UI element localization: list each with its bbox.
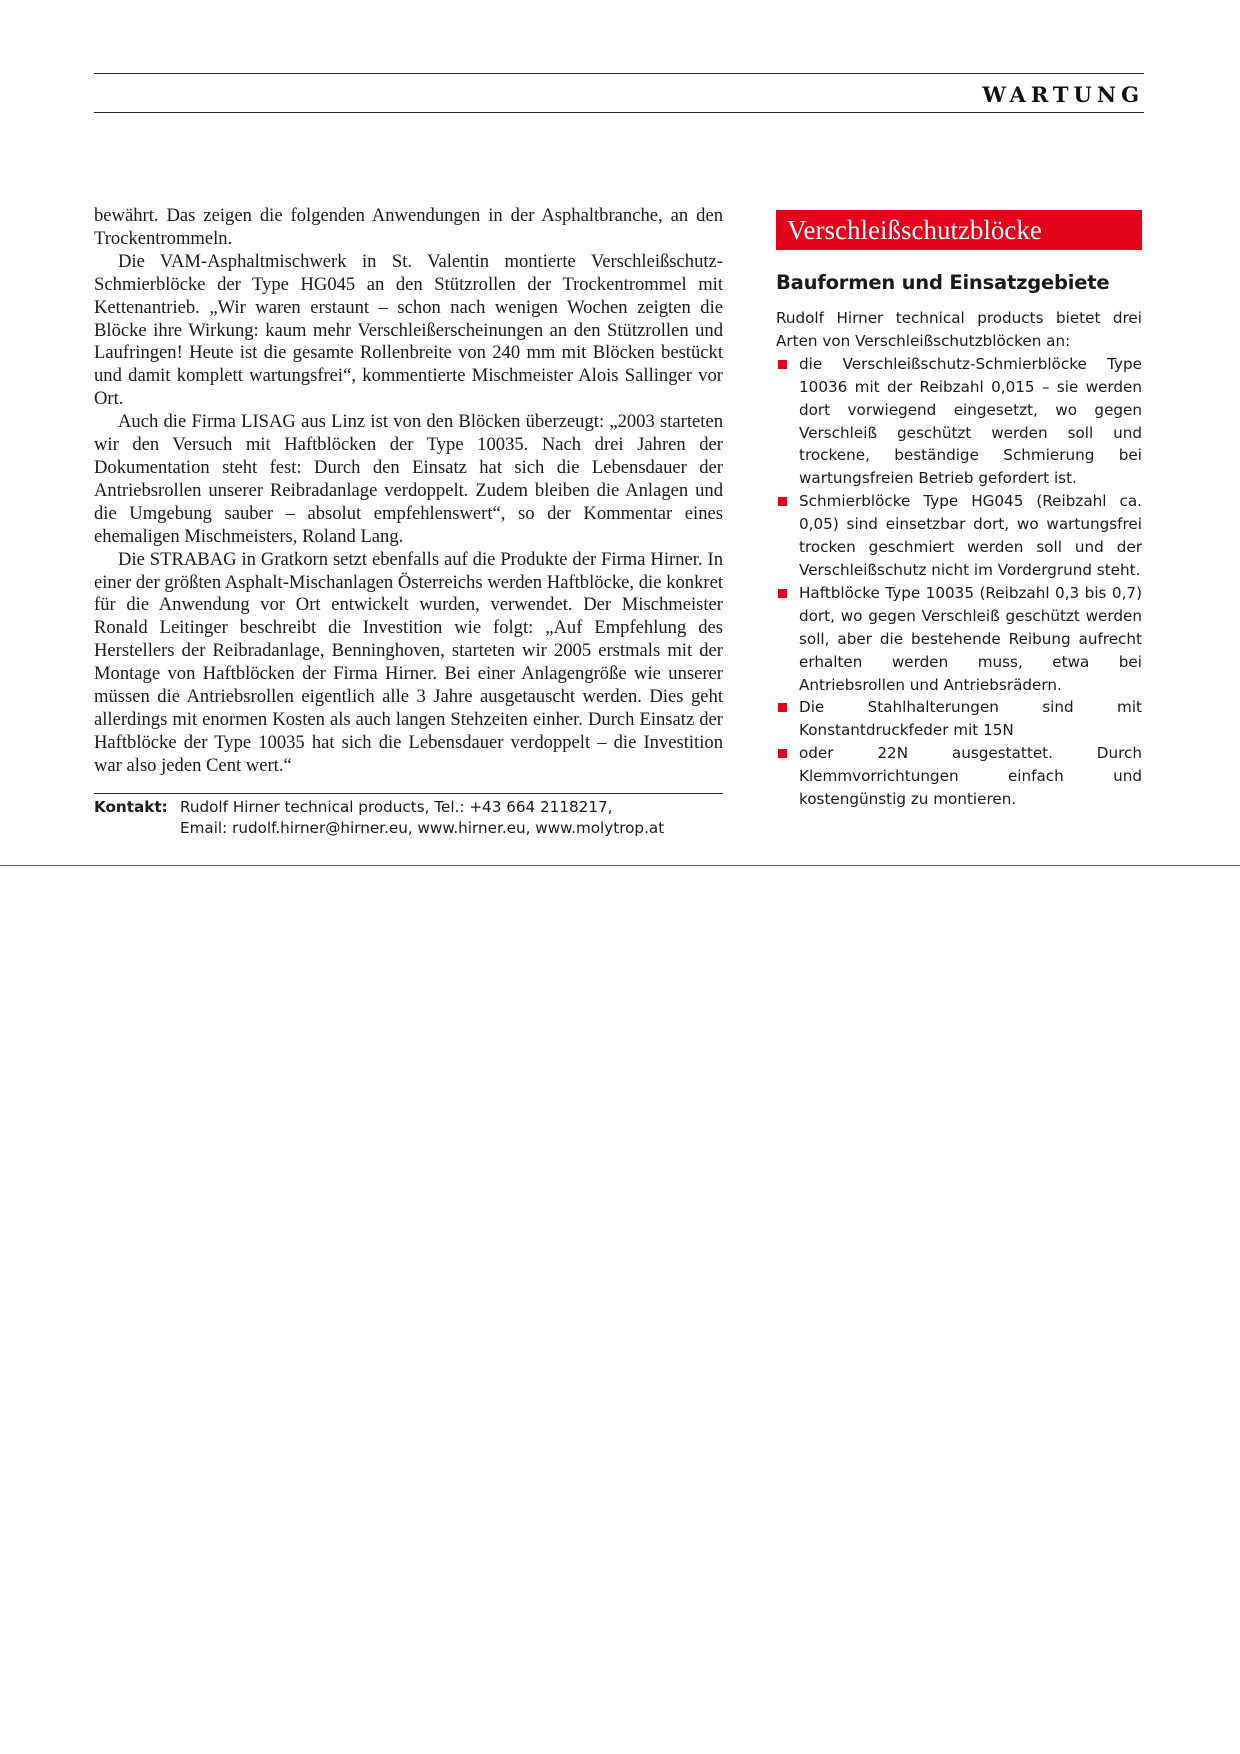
list-item xyxy=(776,582,1142,697)
contact-label: Kontakt: xyxy=(94,798,168,816)
sidebar-intro: Rudolf Hirner technical products bietet drei Arten von Verschleißschutzblöcken an: xyxy=(776,309,1142,350)
contact-row xyxy=(94,818,723,839)
contact-rule xyxy=(94,793,723,794)
sidebar-banner: Verschleißschutzblöcke xyxy=(776,210,1142,250)
square-bullet-icon xyxy=(778,749,787,758)
sidebar-list xyxy=(776,353,1142,811)
sidebar-heading: Bauformen und Einsatzgebiete xyxy=(776,271,1110,294)
list-item xyxy=(776,353,1142,490)
article-paragraph: bewährt. Das zeigen die folgenden Anwendungen in der Asphaltbranche, an den Trockentrommeln. xyxy=(94,205,723,249)
list-item xyxy=(776,490,1142,582)
list-item xyxy=(776,696,1142,742)
list-item-text: Schmierblöcke Type HG045 (Reibzahl ca. 0,05) sind einsetzbar dort, wo wartungsfrei trocken geschmiert werden soll und der Verschleißschutz nicht im Vordergrund steht. xyxy=(799,492,1142,579)
section-label: WARTUNG xyxy=(982,82,1144,107)
square-bullet-icon xyxy=(778,360,787,369)
contact-company: Rudolf Hirner technical products, Tel.: +43 664 2118217, xyxy=(180,798,613,816)
contact-spacer xyxy=(94,818,180,839)
list-item-text: die Verschleißschutz-Schmierblöcke Type 10036 mit der Reibzahl 0,015 – sie werden dort vorwiegend eingesetzt, wo gegen Verschleiß geschützt werden soll und trockene, beständige Schmierung bei wartungsfreien Betrieb gefordert ist. xyxy=(799,354,1142,488)
contact-links: Email: rudolf.hirner@hirner.eu, www.hirner.eu, www.molytrop.at xyxy=(180,819,665,837)
square-bullet-icon xyxy=(778,703,787,712)
article-paragraph: Auch die Firma LISAG aus Linz ist von den Blöcken überzeugt: „2003 starteten wir den Versuch mit Haftblöcken der Type 10035. Nach drei Jahren der Dokumentation steht fest: Durch den Einsatz hat sich die Lebensdauer der Antriebsrollen unserer Reibradanlage verdoppelt. Zudem bleiben die Anlagen und die Umgebung sauber – absolut empfehlenswert“, so der Kommentar eines ehemaligen Mischmeisters, Roland Lang. xyxy=(94,411,723,547)
header-top-rule xyxy=(94,73,1144,74)
page-bottom-rule xyxy=(0,865,1240,866)
contact-block xyxy=(94,797,723,839)
article-paragraph: Die VAM-Asphaltmischwerk in St. Valentin montierte Verschleißschutz-Schmierblöcke der Type HG045 an den Stützrollen der Trockentrommel mit Kettenantrieb. „Wir waren erstaunt – schon nach wenigen Wochen zeigten die Blöcke ihre Wirkung: kaum mehr Verschleißerscheinungen an den Stützrollen und Laufringen! Heute ist die gesamte Rollenbreite von 240 mm mit Blöcken bestückt und damit komplett wartungsfrei“, kommentierte Mischmeister Alois Sallinger vor Ort. xyxy=(94,250,723,410)
list-item-text: Haftblöcke Type 10035 (Reibzahl 0,3 bis 0,7) dort, wo gegen Verschleiß geschützt werden soll, aber die bestehende Reibung aufrecht erhalten werden muss, etwa bei Antriebsrollen und Antriebsrädern. xyxy=(799,583,1142,694)
article-paragraph: Die STRABAG in Gratkorn setzt ebenfalls auf die Produkte der Firma Hirner. In einer der größten Asphalt-Mischanlagen Österreichs werden Haftblöcke, die konkret für die Anwendung vor Ort entwickelt wurden, verwendet. Der Mischmeister Ronald Leitinger beschreibt die Investition wie folgt: „Auf Empfehlung des Herstellers der Reibradanlage, Benninghoven, starteten wir 2005 erstmals mit der Montage von Haftblöcken der Firma Hirner. Bei einer Anlagengröße wie unserer müssen die Antriebsrollen eigentlich alle 3 Jahre ausgetauscht werden. Dies geht allerdings mit enormen Kosten als auch langen Stehzeiten einher. Durch Einsatz der Haftblöcke der Type 10035 hat sich die Lebensdauer verdoppelt – die Investition war also jeden Cent wert.“ xyxy=(94,548,723,776)
square-bullet-icon xyxy=(778,497,787,506)
list-item xyxy=(776,742,1142,811)
list-item-text: oder 22N ausgestattet. Durch Klemmvorrichtungen einfach und kostengünstig zu montieren. xyxy=(799,744,1142,809)
header-bottom-rule xyxy=(94,112,1144,113)
contact-row xyxy=(94,797,723,818)
sidebar-box xyxy=(776,210,1142,811)
list-item-text: Die Stahlhalterungen sind mit Konstantdruckfeder mit 15N xyxy=(799,698,1142,740)
article-body xyxy=(94,205,723,778)
square-bullet-icon xyxy=(778,589,787,598)
